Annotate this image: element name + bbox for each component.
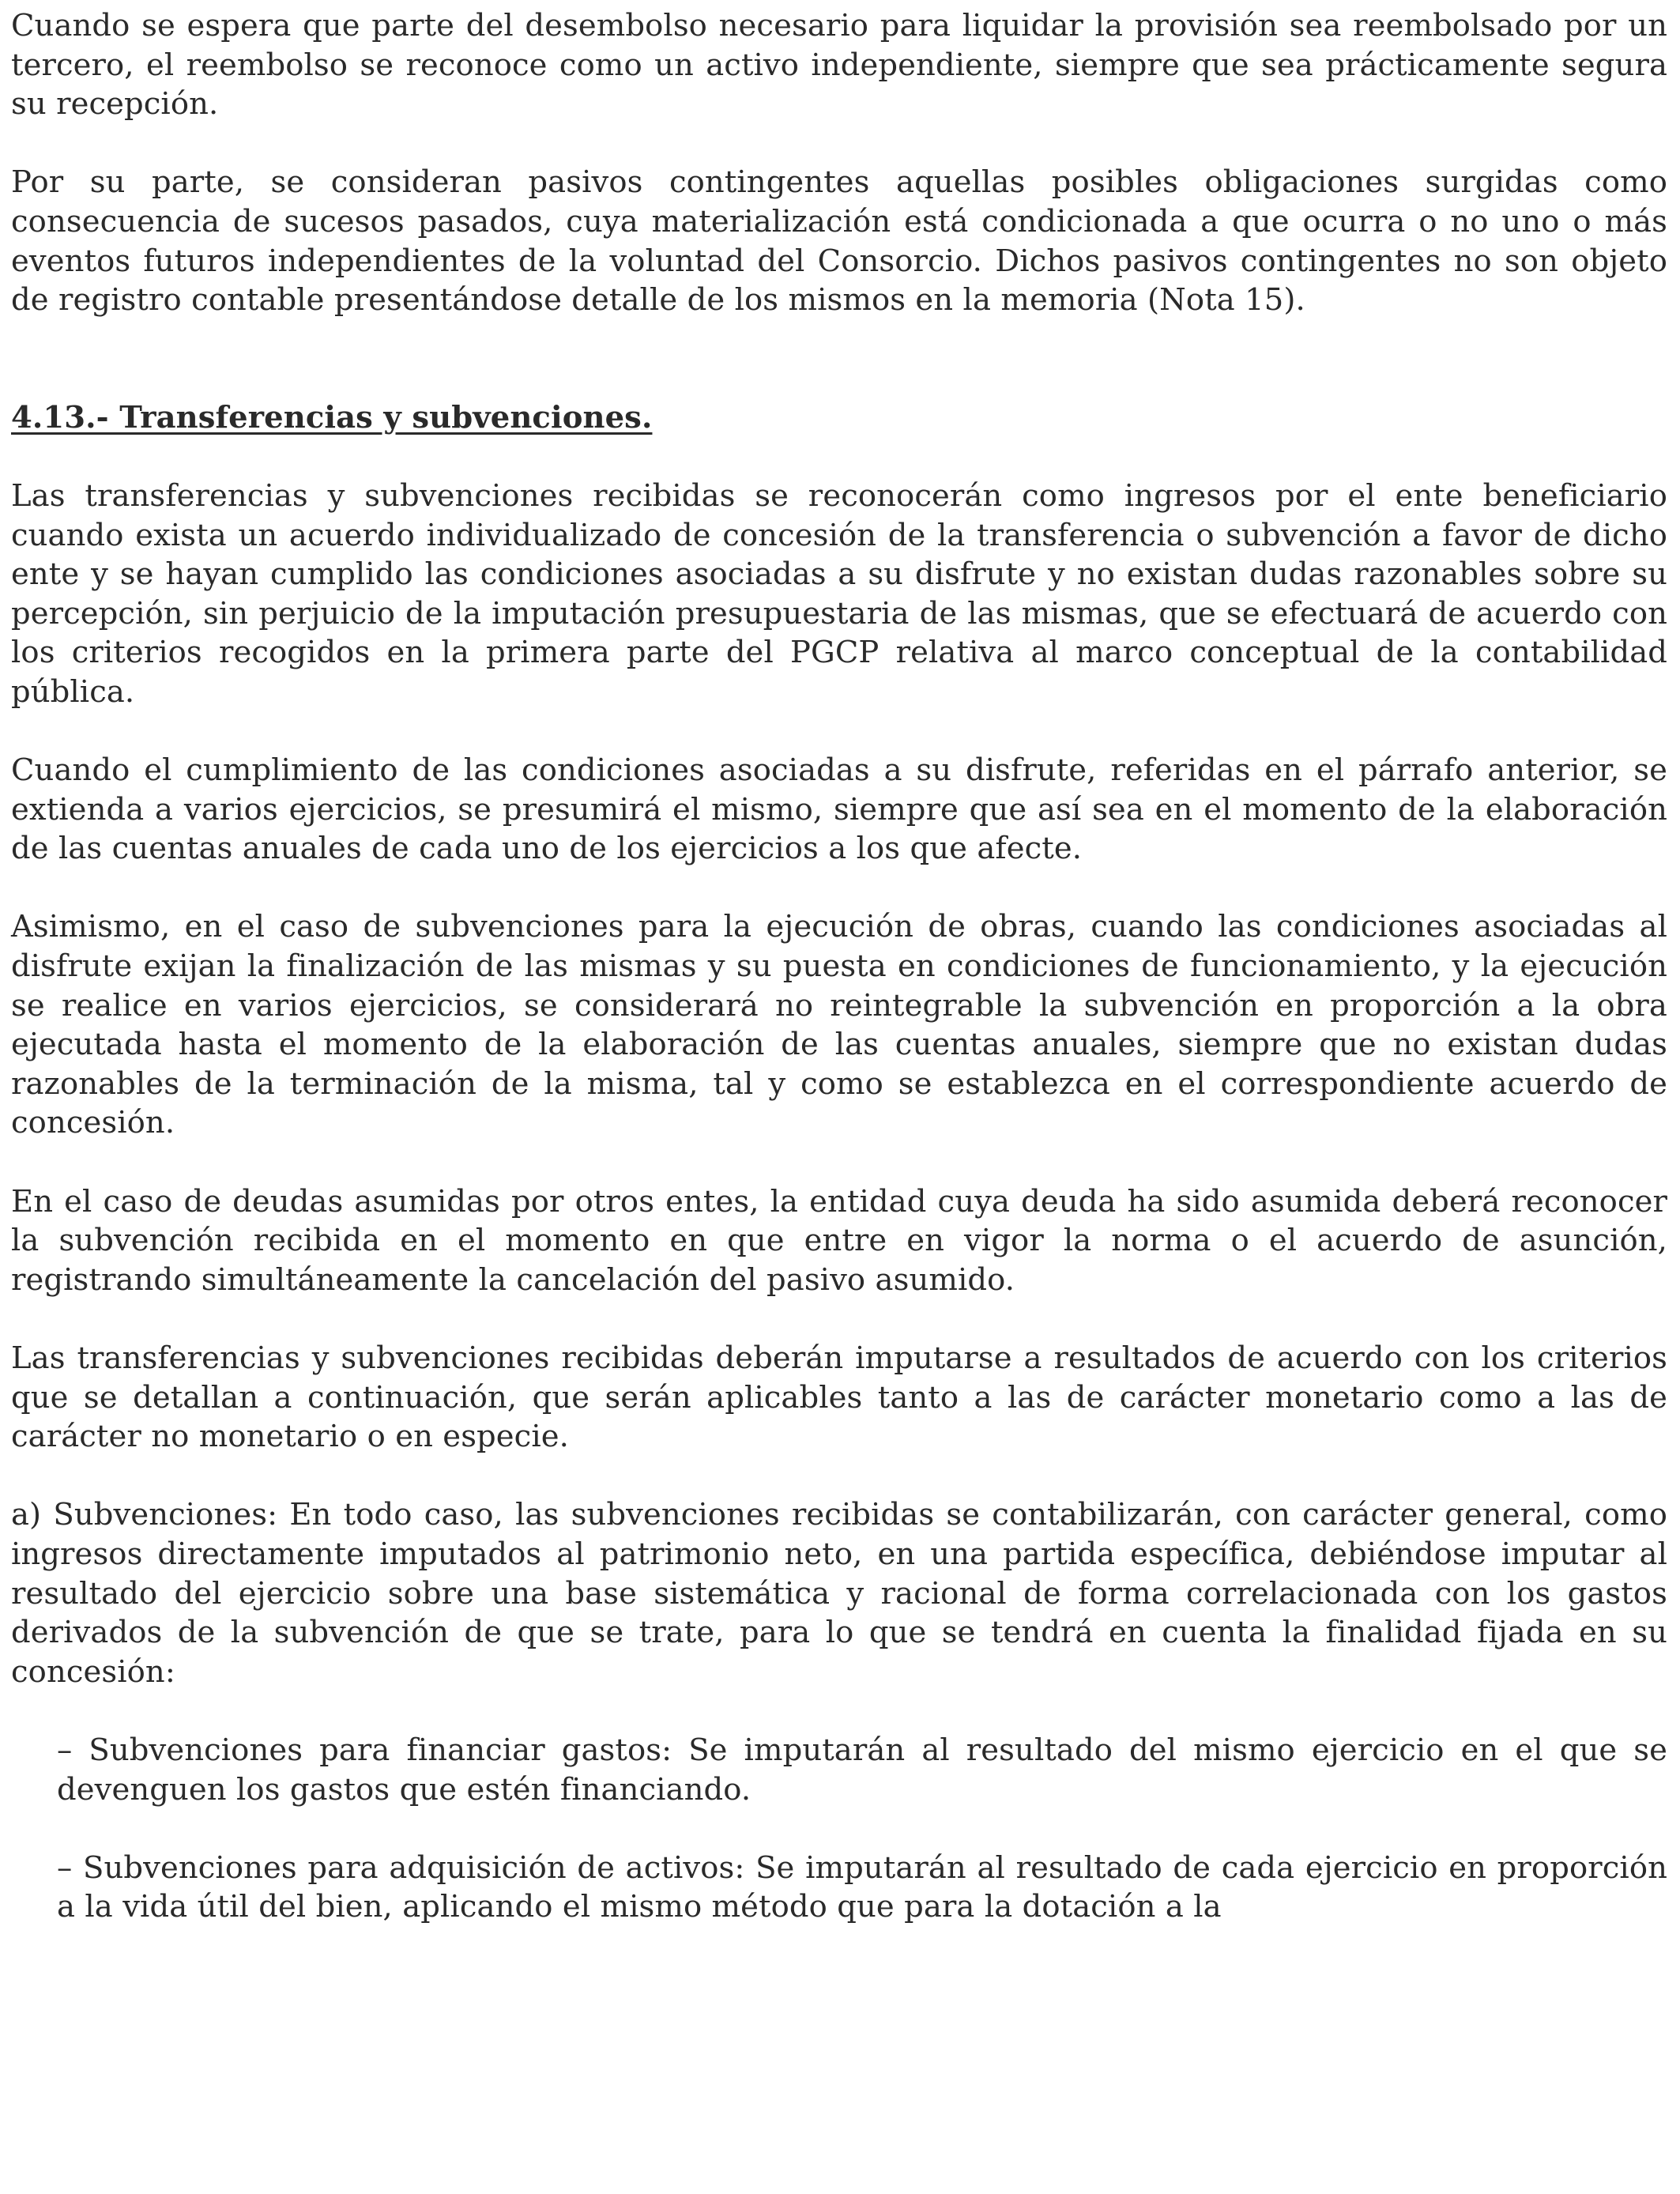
bullet-adquisicion-activos: – Subvenciones para adquisición de activos: Se imputarán al resultado de cada ejercicio en proporción a la vida útil del bien, aplicando el mismo método que para la dotación a la bbox=[57, 1849, 1667, 1925]
paragraph-varios-ejercicios: Cuando el cumplimiento de las condiciones asociadas a su disfrute, referidas en el párrafo anterior, se extienda a varios ejercicios, se presumirá el mismo, siempre que así sea en el momento de la elaboración de las cuentas anuales de cada uno de los ejercicios a los que afecte. bbox=[11, 752, 1667, 867]
paragraph-ejecucion-obras: Asimismo, en el caso de subvenciones para la ejecución de obras, cuando las condiciones asociadas al disfrute exijan la finalización de las mismas y su puesta en condiciones de funcionamiento, y la ejecución se realice en varios ejercicios, se considerará no reintegrable la subvención en proporción a la obra ejecutada hasta el momento de la elaboración de las cuentas anuales, siempre que no existan dudas razonables de la terminación de la misma, tal y como se establezca en el correspondiente acuerdo de concesión. bbox=[11, 909, 1667, 1141]
section-heading: 4.13.- Transferencias y subvenciones. bbox=[11, 399, 653, 435]
paragraph-reconocimiento: Las transferencias y subvenciones recibidas se reconocerán como ingresos por el ente beneficiario cuando exista un acuerdo individualizado de concesión de la transferencia o subvención a favor de dicho ente y se hayan cumplido las condiciones asociadas a su disfrute y no existan dudas razonables sobre su percepción, sin perjuicio de la imputación presupuestaria de las mismas, que se efectuará de acuerdo con los criterios recogidos en la primera parte del PGCP relativa al marco conceptual de la contabilidad pública. bbox=[11, 477, 1667, 710]
paragraph-pasivos-contingentes: Por su parte, se consideran pasivos contingentes aquellas posibles obligaciones surgidas como consecuencia de sucesos pasados, cuya materialización está condicionada a que ocurra o no uno o más eventos futuros independientes de la voluntad del Consorcio. Dichos pasivos contingentes no son objeto de registro contable presentándose detalle de los mismos en la memoria (Nota 15). bbox=[11, 164, 1667, 319]
paragraph-imputacion-resultados: Las transferencias y subvenciones recibidas deberán imputarse a resultados de acuerdo con los criterios que se detallan a continuación, que serán aplicables tanto a las de carácter monetario como a las de carácter no monetario o en especie. bbox=[11, 1340, 1667, 1455]
bullet-financiar-gastos: – Subvenciones para financiar gastos: Se imputarán al resultado del mismo ejercicio en el que se devenguen los gastos que estén financiando. bbox=[57, 1732, 1667, 1808]
paragraph-subvenciones: a) Subvenciones: En todo caso, las subvenciones recibidas se contabilizarán, con carácter general, como ingresos directamente imputados al patrimonio neto, en una partida específica, debiéndose imputar al resultado del ejercicio sobre una base sistemática y racional de forma correlacionada con los gastos derivados de la subvención de que se trate, para lo que se tendrá en cuenta la finalidad fijada en su concesión: bbox=[11, 1497, 1667, 1690]
document-page bbox=[11, 6, 1667, 1927]
paragraph-reembolso: Cuando se espera que parte del desembolso necesario para liquidar la provisión sea reembolsado por un tercero, el reembolso se reconoce como un activo independiente, siempre que sea prácticamente segura su recepción. bbox=[11, 8, 1667, 123]
section-heading-wrap bbox=[11, 398, 1667, 438]
paragraph-deudas-asumidas: En el caso de deudas asumidas por otros entes, la entidad cuya deuda ha sido asumida deberá reconocer la subvención recibida en el momento en que entre en vigor la norma o el acuerdo de asunción, registrando simultáneamente la cancelación del pasivo asumido. bbox=[11, 1183, 1667, 1298]
